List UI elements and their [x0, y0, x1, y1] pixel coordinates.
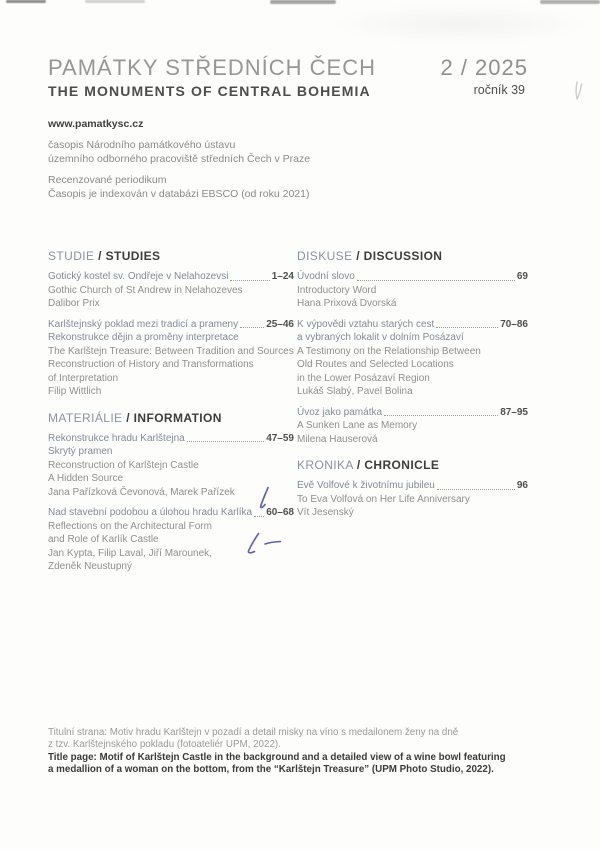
entry-translation: Old Routes and Selected Locations [297, 359, 454, 370]
publisher-line: územního odborného pracoviště středních Čech v Praze [48, 152, 311, 165]
indexing-note: Časopis je indexován v databázi EBSCO (od roku 2021) [48, 187, 310, 200]
dotted-leader [230, 280, 269, 281]
dotted-leader [384, 415, 498, 416]
entry-translation: Gothic Church of St Andrew in Nelahozeves [48, 284, 243, 296]
section-header [297, 458, 528, 472]
section-label-czech: KRONIKA [297, 458, 354, 472]
entry-title: K výpovědi vztahu starých cest [297, 318, 435, 330]
scan-artifact-top-center [270, 0, 336, 4]
section-label-english: / STUDIES [98, 249, 161, 263]
dotted-leader [357, 280, 515, 281]
section-header [48, 411, 294, 425]
toc-section-discussion [297, 249, 528, 446]
dotted-leader [254, 516, 264, 517]
section-label-english: / DISCUSSION [356, 249, 443, 263]
entry-pages: 96 [516, 480, 528, 491]
dotted-leader [187, 441, 264, 442]
journal-title-czech: PAMÁTKY STŘEDNÍCH ČECH [48, 55, 377, 80]
entry-authors: Filip Wittlich [48, 386, 102, 397]
entry-authors: Jana Pařízková Čevonová, Marek Pařízek [48, 486, 235, 498]
masthead [48, 56, 528, 99]
entry-pages: 25–46 [266, 318, 294, 330]
entry-translation: of Interpretation [48, 372, 119, 384]
entry-authors: Dalibor Prix [48, 298, 100, 309]
toc-column-right [297, 249, 528, 532]
publisher-line: časopis Národního památkového ústavu [48, 139, 236, 151]
entry-title: Rekonstrukce hradu Karlštejna [48, 432, 185, 444]
journal-website: www.pamatkysc.cz [48, 118, 144, 130]
scan-artifact-top-left2 [85, 0, 145, 3]
scan-artifact-top-right [540, 0, 600, 4]
entry-authors: Zdeněk Neustupný [48, 561, 132, 572]
pencil-mark [576, 82, 581, 99]
peer-review-note: Recenzované periodikum [48, 174, 167, 186]
entry-authors: Milena Hauserová [297, 433, 378, 445]
entry-subtitle: Skrytý pramen [48, 446, 113, 457]
toc-column-left [48, 249, 294, 586]
entry-title: Nad stavební podobou a úlohou hradu Karlíka [48, 507, 253, 518]
toc-entry [297, 406, 528, 447]
entry-translation: Reflections on the Architectural Form [48, 520, 212, 532]
dotted-leader [437, 489, 515, 490]
issue-block [440, 56, 528, 97]
dotted-leader [436, 327, 498, 328]
entry-pages: 1–24 [271, 271, 294, 282]
issue-number: 2 / 2025 [440, 55, 528, 80]
entry-translation: The Karlštejn Treasure: Between Tradition and Sources [48, 345, 294, 357]
publisher-info [48, 118, 468, 201]
section-label-english: / CHRONICLE [356, 458, 440, 472]
caption-czech-line: z tzv. Karlštejnského pokladu (fotoateliér UPM, 2022). [48, 738, 281, 750]
entry-title: Gotický kostel sv. Ondřeje v Nelahozevsi [48, 271, 229, 282]
entry-authors: Vít Jesenský [297, 507, 354, 518]
entry-translation: in the Lower Posázaví Region [297, 372, 430, 384]
entry-title: Evě Volfové k životnímu jubileu [297, 480, 435, 491]
toc-entry [48, 318, 294, 399]
journal-title-block [48, 56, 376, 99]
scan-artifact-top-left [6, 0, 46, 3]
section-header [48, 249, 294, 263]
section-label-czech: MATERIÁLIE [48, 410, 123, 425]
entry-translation: Reconstruction of Karlštejn Castle [48, 459, 199, 471]
scan-shadow-top-right [330, 4, 590, 44]
entry-subtitle: Rekonstrukce dějin a proměny interpretace [48, 332, 239, 343]
entry-pages: 47–59 [266, 432, 294, 444]
entry-pages: 70–86 [500, 318, 528, 330]
entry-translation: Reconstruction of History and Transformations [48, 359, 254, 370]
toc-section-information [48, 411, 294, 574]
entry-title: Karlštejnský poklad mezi tradicí a prameny [48, 318, 239, 330]
entry-translation: To Eva Volfová on Her Life Anniversary [297, 493, 470, 505]
entry-pages: 87–95 [500, 406, 528, 418]
entry-translation: A Testimony on the Relationship Between [297, 345, 481, 357]
caption-czech-line: Titulní strana: Motiv hradu Karlštejn v pozadí a detail misky na víno s medailonem ženy na dně [48, 727, 459, 738]
caption-english-line: a medallion of a woman on the bottom, from the “Karlštejn Treasure” (UPM Photo Studio, 2022). [48, 763, 494, 775]
section-label-english: / INFORMATION [126, 410, 222, 425]
toc-entry [297, 479, 528, 520]
volume-label: ročník 39 [473, 83, 525, 97]
cover-caption [48, 727, 528, 775]
toc-entry [297, 318, 528, 399]
entry-subtitle: a vybraných lokalit v dolním Posázaví [297, 332, 464, 343]
toc-entry [48, 506, 294, 574]
entry-pages: 60–68 [266, 507, 294, 518]
toc-entry [48, 270, 294, 311]
entry-translation: A Hidden Source [48, 473, 124, 484]
entry-authors: Jan Kypta, Filip Laval, Jiří Marounek, [48, 547, 212, 559]
entry-pages: 69 [516, 271, 528, 282]
entry-title: Úvodní slovo [297, 271, 355, 282]
dotted-leader [240, 327, 264, 328]
toc-section-chronicle [297, 458, 528, 520]
toc-entry [297, 270, 528, 311]
journal-title-english: THE MONUMENTS OF CENTRAL BOHEMIA [48, 83, 371, 99]
entry-translation: and Role of Karlík Castle [48, 534, 159, 545]
entry-authors: Lukáš Slabý, Pavel Bolina [297, 386, 413, 397]
entry-authors: Hana Prixová Dvorská [297, 298, 397, 309]
entry-translation: A Sunken Lane as Memory [297, 420, 418, 431]
toc-section-studies [48, 249, 294, 399]
toc-entry [48, 432, 294, 500]
section-label-czech: DISKUSE [297, 249, 353, 263]
section-header [297, 249, 528, 263]
caption-english-line: Title page: Motif of Karlštejn Castle in the background and a detailed view of a wine bowl featuring [48, 752, 506, 763]
section-label-czech: STUDIE [48, 249, 95, 263]
entry-translation: Introductory Word [297, 284, 377, 296]
entry-title: Úvoz jako památka [297, 406, 383, 418]
